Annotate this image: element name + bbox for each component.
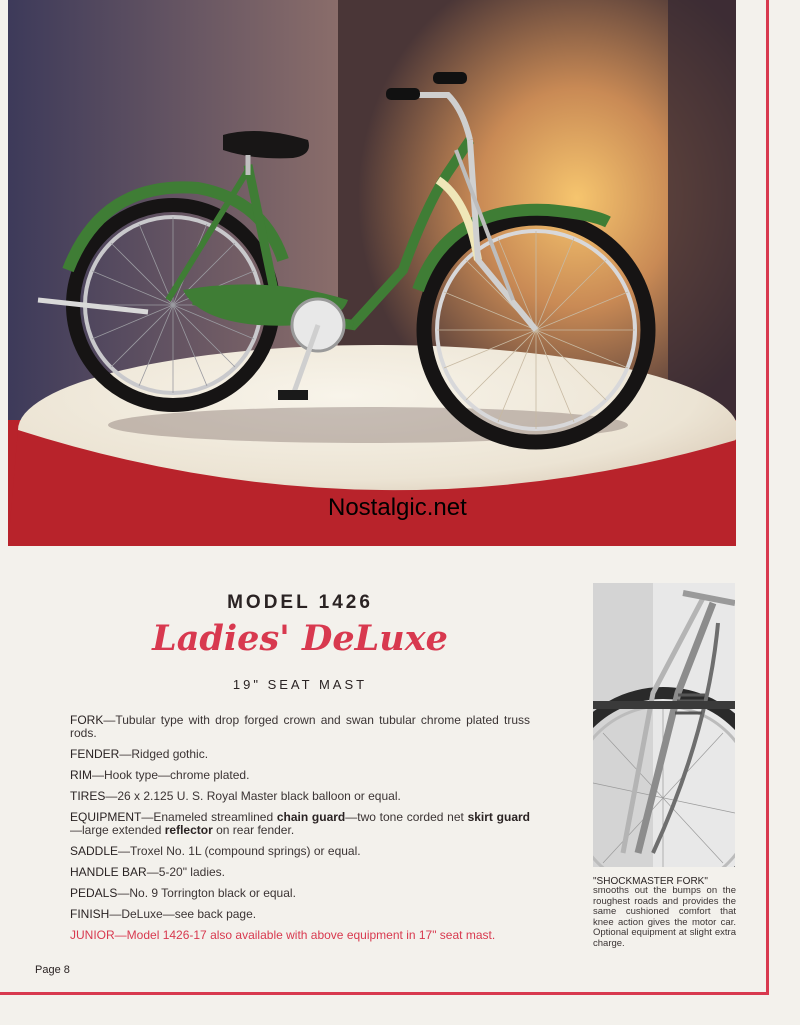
- spec-key: FINISH: [70, 907, 110, 921]
- spec-key: FORK: [70, 713, 104, 727]
- spec-junior: [70, 929, 530, 942]
- spec-text: —Enameled streamlined: [141, 810, 277, 824]
- spec-saddle: [70, 845, 530, 858]
- spec-key: TIRES: [70, 789, 106, 803]
- bottom-border-line: [0, 992, 769, 995]
- spec-skirt-guard: skirt guard: [467, 810, 530, 824]
- spec-text: —5-20" ladies.: [146, 865, 225, 879]
- spec-fork: [70, 714, 530, 740]
- spec-text: —Ridged gothic.: [119, 747, 209, 761]
- spec-text: on rear fender.: [212, 823, 295, 837]
- shockmaster-fork-photo: [593, 583, 735, 867]
- watermark-text: Nostalgic.net: [328, 494, 467, 521]
- bicycle-photo: [8, 0, 736, 546]
- right-border-line: [766, 0, 769, 995]
- spec-text: —No. 9 Torrington black or equal.: [117, 886, 296, 900]
- spec-finish: [70, 908, 530, 921]
- spec-pedals: [70, 887, 530, 900]
- inset-caption: smooths out the bumps on the roughest roads and provides the same cushioned comfort that knee action gives the motor car. Optional equipment at slight extra charge.: [593, 885, 736, 949]
- spec-key: EQUIPMENT: [70, 810, 142, 824]
- spec-text: —26 x 2.125 U. S. Royal Master black balloon or equal.: [105, 789, 401, 803]
- spec-key: JUNIOR: [70, 928, 115, 942]
- spec-key: FENDER: [70, 747, 120, 761]
- spec-key: PEDALS: [70, 886, 118, 900]
- spec-handlebar: [70, 866, 530, 879]
- spec-text: —Hook type—chrome plated.: [92, 768, 250, 782]
- spec-text: —Model 1426-17 also available with above equipment in 17" seat mast.: [114, 928, 496, 942]
- spec-chain-guard: chain guard: [276, 810, 346, 824]
- model-number: MODEL 1426: [227, 592, 373, 613]
- spec-rim: [70, 769, 530, 782]
- seat-mast-size: 19" SEAT MAST: [232, 677, 368, 692]
- spec-text: —large extended: [70, 823, 165, 837]
- spec-key: RIM: [70, 768, 92, 782]
- spec-reflector: reflector: [164, 823, 213, 837]
- spec-text: —Troxel No. 1L (compound springs) or equal.: [118, 844, 361, 858]
- spec-text: —Tubular type with drop forged crown and swan tubular chrome plated truss rods.: [70, 713, 530, 740]
- inset-title: "SHOCKMASTER FORK": [593, 876, 708, 887]
- spec-equipment: [70, 811, 530, 837]
- spec-list: [70, 714, 530, 950]
- spec-tires: [70, 790, 530, 803]
- spec-text: —two tone corded net: [345, 810, 468, 824]
- spec-key: SADDLE: [70, 844, 119, 858]
- spec-text: —DeLuxe—see back page.: [109, 907, 257, 921]
- spec-key: HANDLE BAR: [70, 865, 147, 879]
- spec-fender: [70, 748, 530, 761]
- model-name: Ladies' DeLuxe: [152, 618, 448, 659]
- page-number: Page 8: [35, 964, 70, 976]
